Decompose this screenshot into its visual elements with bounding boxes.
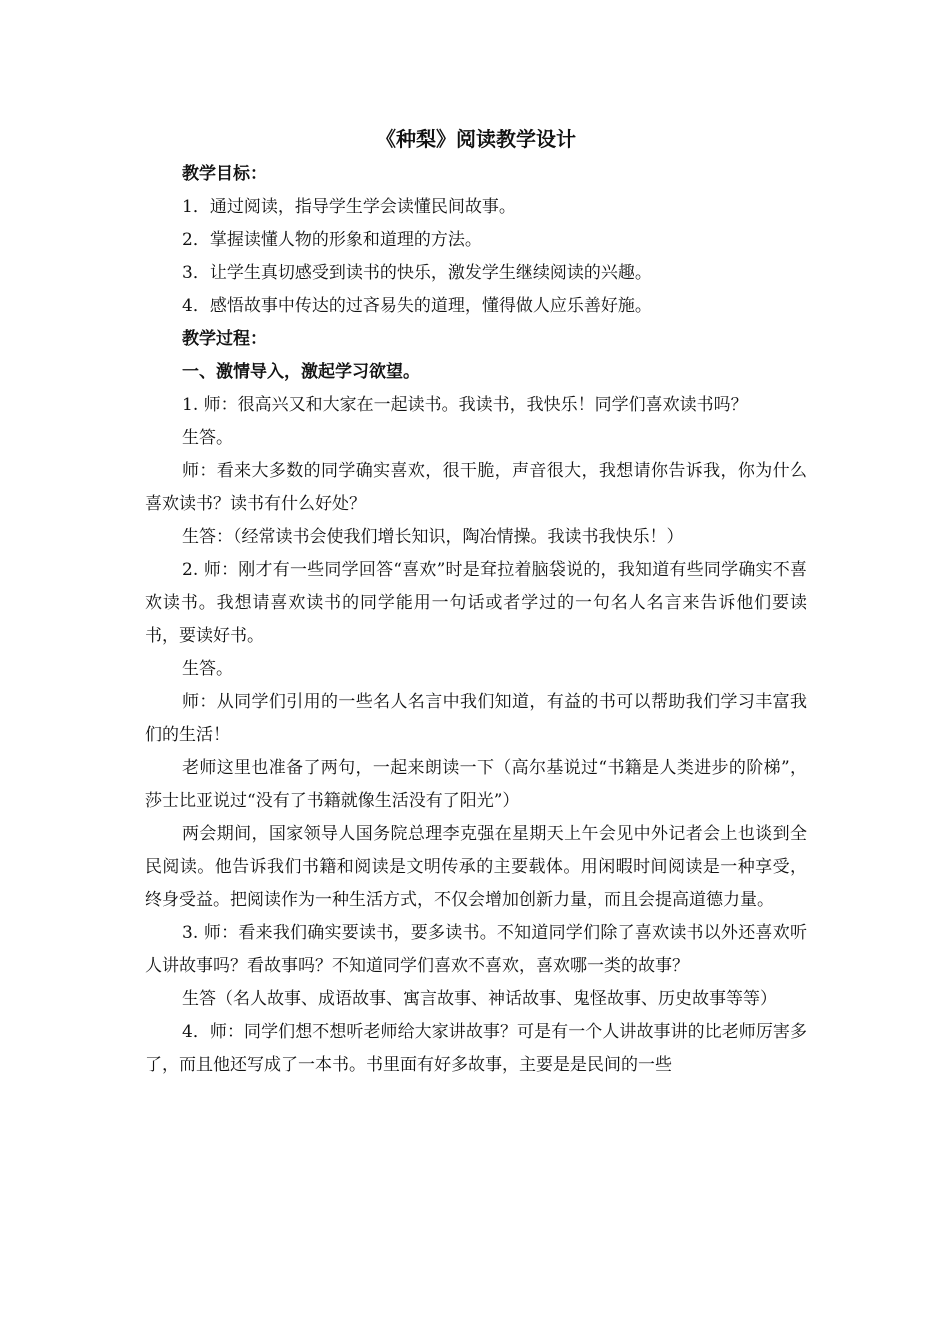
paragraph: 生答：（经常读书会使我们增长知识，陶冶情操。我读书我快乐！） (182, 527, 684, 547)
paragraph: 3. 师：看来我们确实要读书，要多读书。不知道同学们除了喜欢读书以外还喜欢听人讲故事吗？看故事吗？不知道同学们喜欢不喜欢，喜欢哪一类的故事？ (145, 923, 807, 976)
paragraph: 1．通过阅读，指导学生学会读懂民间故事。 (182, 197, 516, 217)
paragraph: 两会期间，国家领导人国务院总理李克强在星期天上午会见中外记者会上也谈到全民阅读。他告诉我们书籍和阅读是文明传承的主要载体。用闲暇时间阅读是一种享受，终身受益。把阅读作为一种生活方式，不仅会增加创新力量，而且会提高道德力量。 (145, 824, 807, 910)
paragraph: 生答（名人故事、成语故事、寓言故事、神话故事、鬼怪故事、历史故事等等） (182, 989, 777, 1009)
document-body (145, 123, 807, 1082)
paragraph: 师：从同学们引用的一些名人名言中我们知道，有益的书可以帮助我们学习丰富我们的生活！ (145, 692, 807, 745)
paragraph: 2. 师：刚才有一些同学回答“喜欢”时是耷拉着脑袋说的，我知道有些同学确实不喜欢读书。我想请喜欢读书的同学能用一句话或者学过的一句名人名言来告诉他们要读书，要读好书。 (145, 560, 807, 646)
section-heading: 一、激情导入，激起学习欲望。 (182, 362, 420, 382)
paragraph-list (145, 158, 807, 1082)
paragraph: 老师这里也准备了两句，一起来朗读一下（高尔基说过“书籍是人类进步的阶梯”，莎士比亚说过“没有了书籍就像生活没有了阳光”） (145, 758, 807, 811)
paragraph: 师：看来大多数的同学确实喜欢，很干脆，声音很大，我想请你告诉我，你为什么喜欢读书？读书有什么好处？ (145, 461, 807, 514)
paragraph: 生答。 (182, 428, 233, 448)
document-title: 《种梨》阅读教学设计 (376, 127, 576, 151)
paragraph: 2．掌握读懂人物的形象和道理的方法。 (182, 230, 482, 250)
paragraph: 1. 师：很高兴又和大家在一起读书。我读书，我快乐！同学们喜欢读书吗？ (182, 395, 748, 415)
paragraph: 3．让学生真切感受到读书的快乐，激发学生继续阅读的兴趣。 (182, 263, 652, 283)
section-heading: 教学目标： (182, 164, 267, 184)
paragraph: 4．师：同学们想不想听老师给大家讲故事？可是有一个人讲故事讲的比老师厉害多了，而且他还写成了一本书。书里面有好多故事，主要是是民间的一些 (145, 1022, 807, 1075)
paragraph: 生答。 (182, 659, 233, 679)
section-heading: 教学过程： (182, 329, 267, 349)
paragraph: 4．感悟故事中传达的过吝易失的道理，懂得做人应乐善好施。 (182, 296, 652, 316)
